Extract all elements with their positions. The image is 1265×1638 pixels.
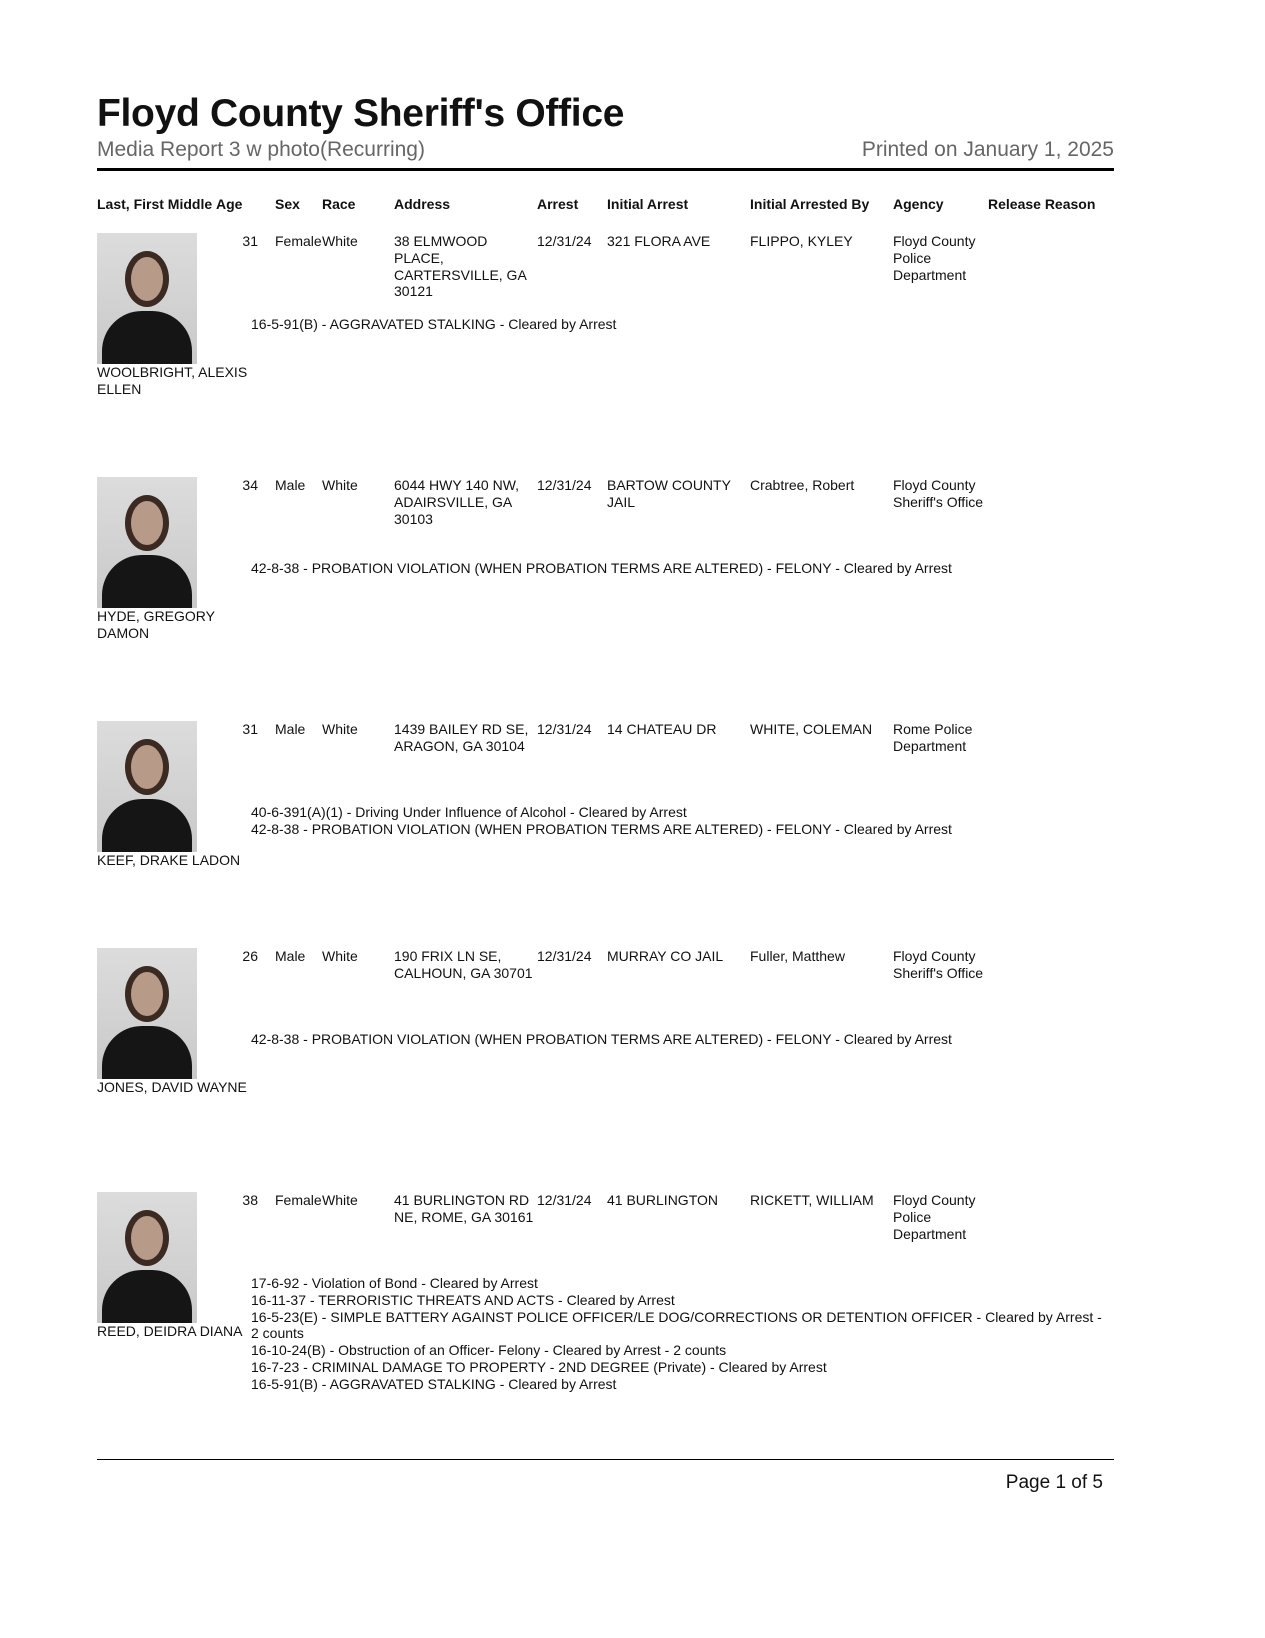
record-sex: Male <box>275 948 306 964</box>
column-header-arrest: Arrest <box>537 196 579 212</box>
record-row <box>0 948 1265 1168</box>
column-header-release-reason: Release Reason <box>988 196 1096 212</box>
record-name: KEEF, DRAKE LADON <box>97 852 241 868</box>
record-row <box>0 477 1265 697</box>
photo-head <box>125 966 169 1022</box>
record-initial-arrested-by: Crabtree, Robert <box>750 477 855 493</box>
record-agency: Floyd County Police Department <box>893 233 976 283</box>
record-initial-arrested-by: FLIPPO, KYLEY <box>750 233 853 249</box>
record-race: White <box>322 477 358 493</box>
record-initial-arrest: 321 FLORA AVE <box>607 233 711 249</box>
booking-photo <box>97 948 197 1079</box>
record-race: White <box>322 1192 358 1208</box>
booking-photo <box>97 477 197 608</box>
photo-body <box>102 1026 192 1079</box>
record-arrest: 12/31/24 <box>537 948 592 964</box>
report-title: Floyd County Sheriff's Office <box>97 92 625 135</box>
photo-head <box>125 739 169 795</box>
column-header-sex: Sex <box>275 196 300 212</box>
record-name: WOOLBRIGHT, ALEXIS ELLEN <box>97 364 248 397</box>
charge-line: 16-5-23(E) - SIMPLE BATTERY AGAINST POLICE OFFICER/LE DOG/CORRECTIONS OR DETENTION OFFICER - Cleared by Arrest - 2 counts <box>251 1308 1102 1342</box>
record-row <box>0 1192 1265 1412</box>
record-name: HYDE, GREGORY DAMON <box>97 608 215 641</box>
record-agency: Floyd County Sheriff's Office <box>893 477 984 510</box>
column-header-initial-arrested-by: Initial Arrested By <box>750 196 870 212</box>
charge-line: 40-6-391(A)(1) - Driving Under Influence of Alcohol - Cleared by Arrest <box>251 804 687 820</box>
photo-body <box>102 311 192 364</box>
record-age: 34 <box>242 477 258 493</box>
record-address: 1439 BAILEY RD SE, ARAGON, GA 30104 <box>394 721 529 754</box>
record-address: 38 ELMWOOD PLACE, CARTERSVILLE, GA 30121 <box>394 233 527 300</box>
photo-body <box>102 1270 192 1323</box>
record-address: 190 FRIX LN SE, CALHOUN, GA 30701 <box>394 948 533 981</box>
record-initial-arrested-by: Fuller, Matthew <box>750 948 845 964</box>
record-race: White <box>322 721 358 737</box>
record-address: 41 BURLINGTON RD NE, ROME, GA 30161 <box>394 1192 534 1225</box>
record-race: White <box>322 233 358 249</box>
photo-head <box>125 495 169 551</box>
record-agency: Floyd County Sheriff's Office <box>893 948 984 981</box>
record-age: 26 <box>242 948 258 964</box>
charge-line: 16-5-91(B) - AGGRAVATED STALKING - Cleared by Arrest <box>251 1375 617 1392</box>
record-arrest: 12/31/24 <box>537 477 592 493</box>
charge-line: 42-8-38 - PROBATION VIOLATION (WHEN PROBATION TERMS ARE ALTERED) - FELONY - Cleared by Arrest <box>251 560 952 576</box>
charge-line: 17-6-92 - Violation of Bond - Cleared by Arrest <box>251 1275 538 1291</box>
column-header-initial-arrest: Initial Arrest <box>607 196 689 212</box>
booking-photo <box>97 1192 197 1323</box>
record-agency: Rome Police Department <box>893 721 973 754</box>
footer-rule <box>97 1459 1114 1460</box>
column-header-age: Age <box>216 196 243 212</box>
charge-line: 16-7-23 - CRIMINAL DAMAGE TO PROPERTY - 2ND DEGREE (Private) - Cleared by Arrest <box>251 1358 827 1375</box>
record-age: 31 <box>242 233 258 249</box>
charges-list <box>251 316 1111 333</box>
printed-date: Printed on January 1, 2025 <box>861 138 1114 161</box>
charge-line: 16-5-91(B) - AGGRAVATED STALKING - Cleared by Arrest <box>251 316 617 332</box>
record-initial-arrest: BARTOW COUNTY JAIL <box>607 477 731 510</box>
record-sex: Male <box>275 477 306 493</box>
column-header-race: Race <box>322 196 356 212</box>
column-header-agency: Agency <box>893 196 944 212</box>
record-arrest: 12/31/24 <box>537 721 592 737</box>
record-name: JONES, DAVID WAYNE <box>97 1079 247 1095</box>
photo-body <box>102 555 192 608</box>
charges-list <box>251 1275 1111 1393</box>
booking-photo <box>97 233 197 364</box>
record-age: 38 <box>242 1192 258 1208</box>
record-initial-arrest: 41 BURLINGTON <box>607 1192 718 1208</box>
page-number: Page 1 of 5 <box>1005 1472 1103 1493</box>
report-subtitle: Media Report 3 w photo(Recurring) <box>97 138 425 161</box>
charge-line: 16-11-37 - TERRORISTIC THREATS AND ACTS - Cleared by Arrest <box>251 1291 675 1308</box>
record-arrest: 12/31/24 <box>537 233 592 249</box>
record-initial-arrest: MURRAY CO JAIL <box>607 948 724 964</box>
charges-list <box>251 804 1111 838</box>
record-address: 6044 HWY 140 NW, ADAIRSVILLE, GA 30103 <box>394 477 520 527</box>
record-sex: Male <box>275 721 306 737</box>
charges-list <box>251 560 1111 577</box>
photo-head <box>125 251 169 307</box>
record-sex: Female <box>275 1192 322 1208</box>
header-rule <box>97 168 1114 171</box>
charge-line: 42-8-38 - PROBATION VIOLATION (WHEN PROBATION TERMS ARE ALTERED) - FELONY - Cleared by Arrest <box>251 1031 952 1047</box>
record-race: White <box>322 948 358 964</box>
charge-line: 16-10-24(B) - Obstruction of an Officer- Felony - Cleared by Arrest - 2 counts <box>251 1342 727 1359</box>
record-arrest: 12/31/24 <box>537 1192 592 1208</box>
column-header-name: Last, First Middle <box>97 196 213 212</box>
column-header-address: Address <box>394 196 451 212</box>
photo-head <box>125 1210 169 1266</box>
charge-line: 42-8-38 - PROBATION VIOLATION (WHEN PROBATION TERMS ARE ALTERED) - FELONY - Cleared by Arrest <box>251 820 952 837</box>
record-initial-arrested-by: RICKETT, WILLIAM <box>750 1192 874 1208</box>
record-age: 31 <box>242 721 258 737</box>
record-row <box>0 721 1265 941</box>
record-agency: Floyd County Police Department <box>893 1192 976 1242</box>
record-initial-arrest: 14 CHATEAU DR <box>607 721 717 737</box>
photo-body <box>102 799 192 852</box>
booking-photo <box>97 721 197 852</box>
charges-list <box>251 1031 1111 1048</box>
record-name: REED, DEIDRA DIANA <box>97 1323 243 1339</box>
record-initial-arrested-by: WHITE, COLEMAN <box>750 721 873 737</box>
record-row <box>0 233 1265 453</box>
record-sex: Female <box>275 233 322 249</box>
